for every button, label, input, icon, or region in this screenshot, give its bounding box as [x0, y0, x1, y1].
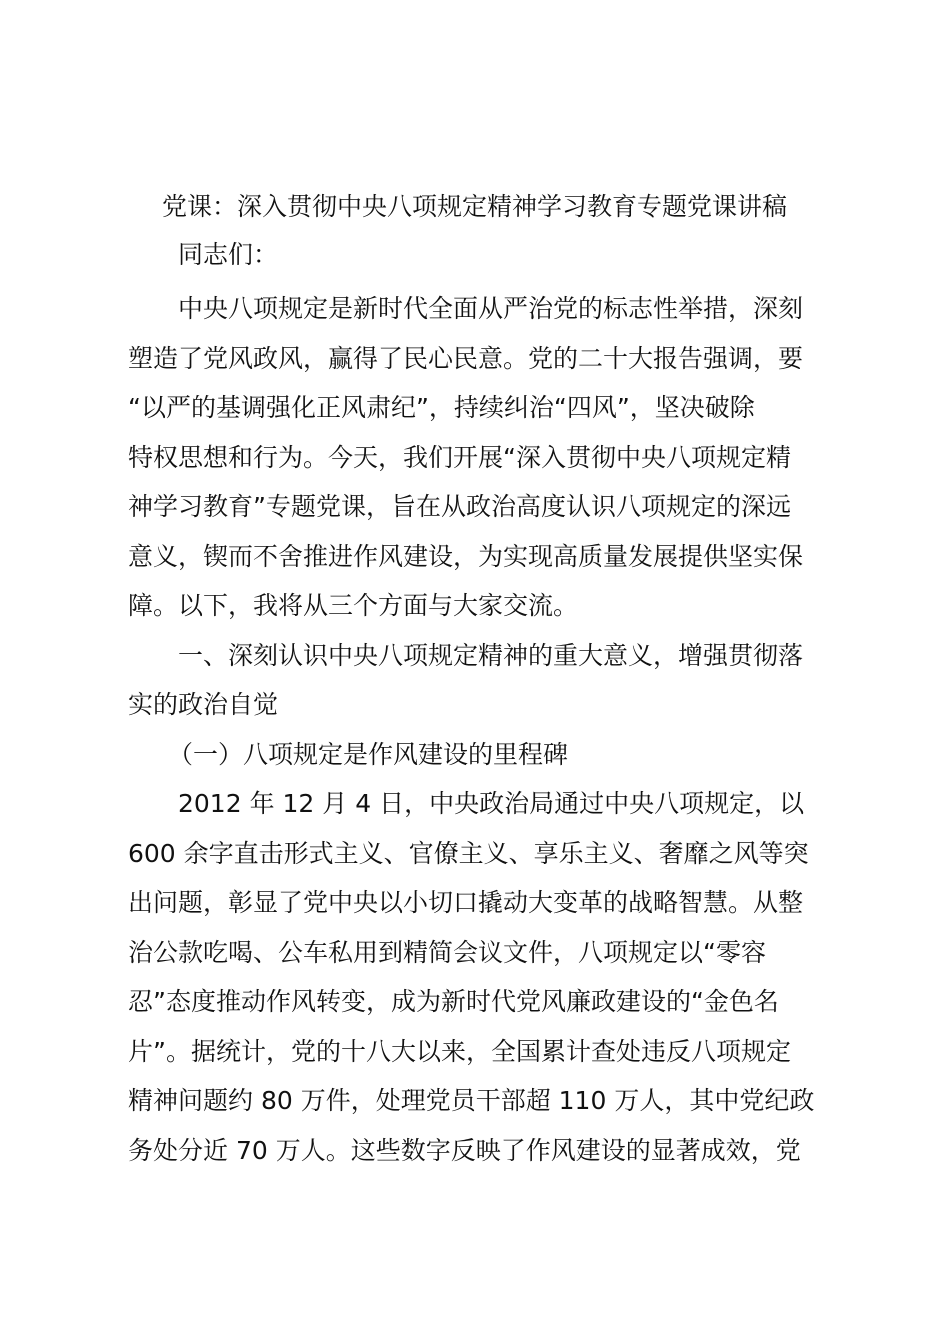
text-line: 出问题，彰显了党中央以小切口撬动大变革的战略智慧。从整 [128, 888, 804, 917]
subsection-heading: （一）八项规定是作风建设的里程碑 [168, 739, 569, 769]
text-line: 务处分近 70 万人。这些数字反映了作风建设的显著成效，党 [128, 1135, 801, 1165]
text-line: 特权思想和行为。今天，我们开展“深入贯彻中央八项规定精 [128, 442, 791, 472]
greeting: 同志们： [178, 240, 279, 269]
section-heading-line: 一、深刻认识中央八项规定精神的重大意义，增强贯彻落 [178, 640, 804, 670]
text-line: 600 余字直击形式主义、官僚主义、享乐主义、奢靡之风等突 [128, 838, 809, 868]
text-line: “以严的基调强化正风肃纪”，持续纠治“四风”，坚决破除 [128, 393, 755, 422]
text-line: 神学习教育”专题党课，旨在从政治高度认识八项规定的深远 [128, 492, 791, 521]
body-text [128, 284, 838, 1175]
section-heading-line: 实的政治自觉 [128, 690, 279, 719]
text-line: 意义，锲而不舍推进作风建设，为实现高质量发展提供坚实保 [128, 541, 804, 571]
text-line: 治公款吃喝、公车私用到精简会议文件，八项规定以“零容 [128, 937, 766, 967]
document-title: 党课：深入贯彻中央八项规定精神学习教育专题党课讲稿 [162, 192, 788, 221]
text-line: 障。以下，我将从三个方面与大家交流。 [128, 591, 579, 620]
text-line: 2012 年 12 月 4 日，中央政治局通过中央八项规定，以 [178, 789, 805, 818]
text-line: 塑造了党风政风，赢得了民心民意。党的二十大报告强调，要 [128, 343, 804, 373]
text-line: 忍”态度推动作风转变，成为新时代党风廉政建设的“金色名 [128, 987, 779, 1016]
text-line: 中央八项规定是新时代全面从严治党的标志性举措，深刻 [178, 294, 804, 323]
text-line: 片”。据统计，党的十八大以来，全国累计查处违反八项规定 [128, 1036, 791, 1066]
text-line: 精神问题约 80 万件，处理党员干部超 110 万人，其中党纪政 [128, 1086, 815, 1115]
